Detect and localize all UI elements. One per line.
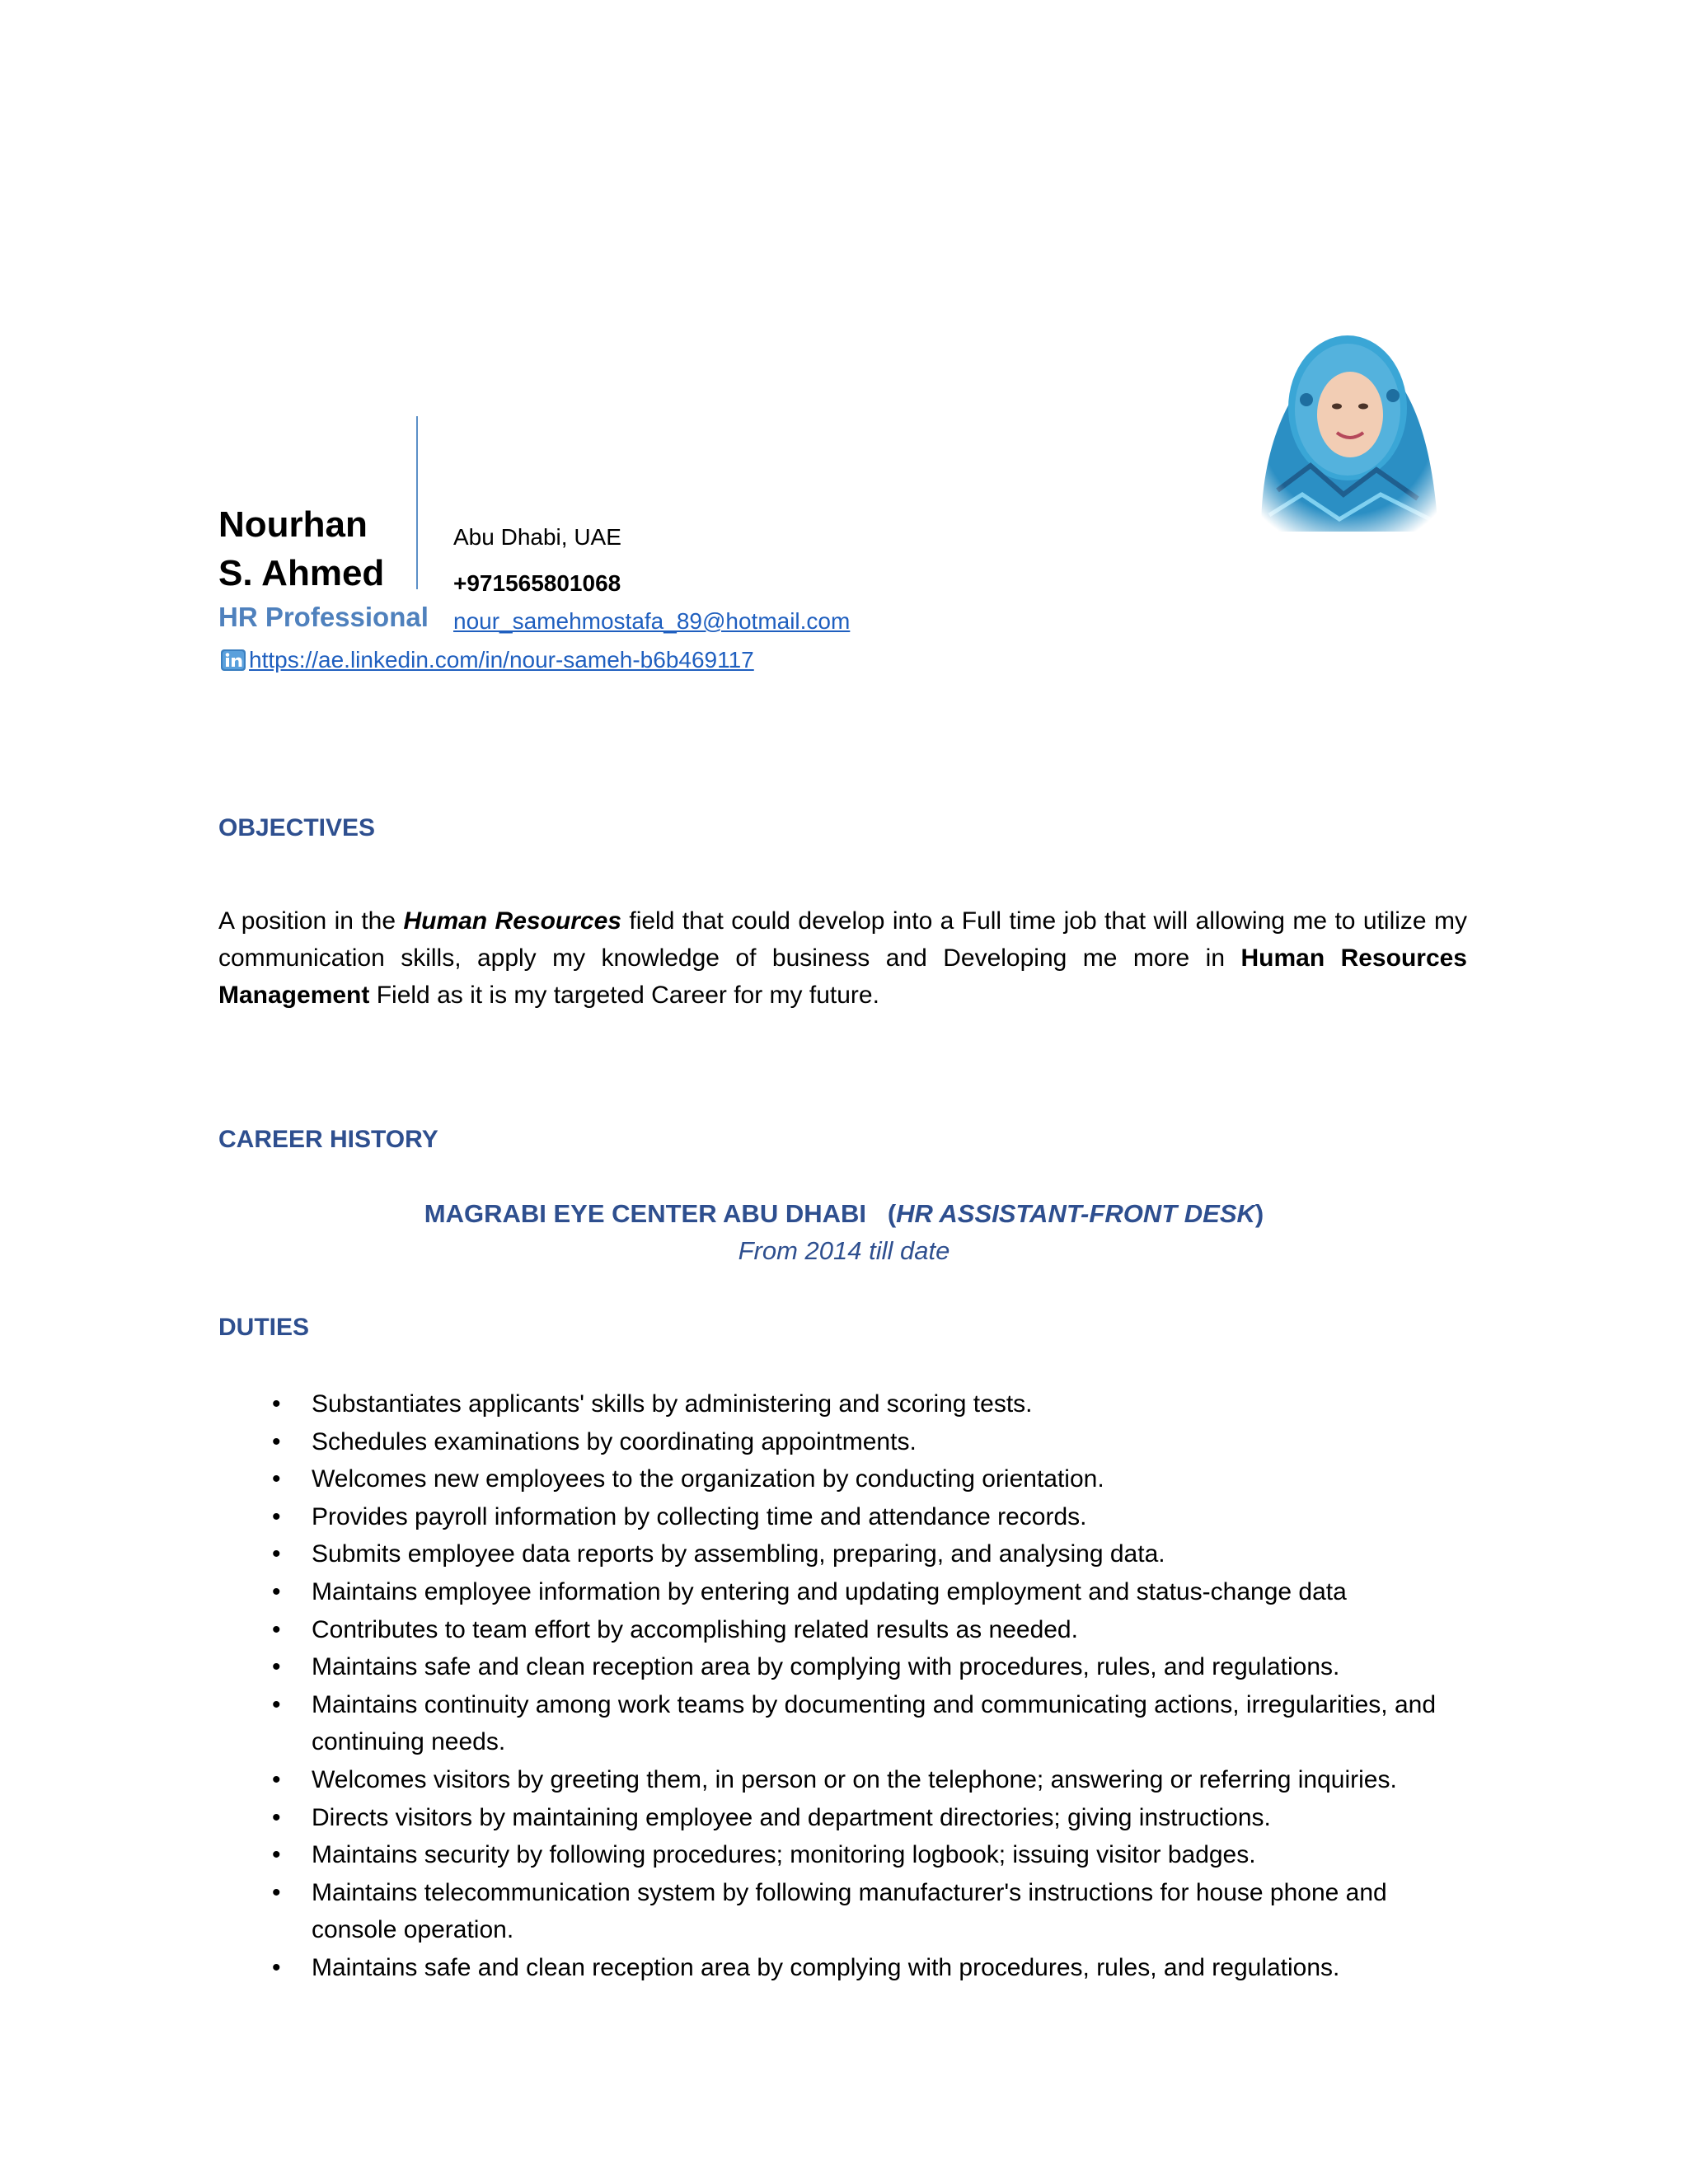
duty-text: Maintains telecommunication system by following manufacturer's instructions for house phone and console operation. (312, 1878, 1387, 1944)
first-name: Nourhan (218, 504, 368, 545)
email-link[interactable]: nour_samehmostafa_89@hotmail.com (453, 608, 851, 634)
duty-item (264, 1385, 1475, 1423)
duty-text: Substantiates applicants' skills by administering and scoring tests. (312, 1390, 1033, 1418)
duty-text: Welcomes visitors by greeting them, in person or on the telephone; answering or referring inquiries. (312, 1765, 1397, 1793)
bullet-icon: • (272, 1615, 281, 1643)
duty-text: Maintains employee information by entering and updating employment and status-change data (312, 1577, 1347, 1605)
bullet-icon: • (272, 1841, 281, 1869)
duty-item (264, 1949, 1475, 1987)
employer-line: MAGRABI EYE CENTER ABU DHABI (HR ASSISTANT-FRONT DESK) (424, 1199, 1264, 1228)
duty-item (264, 1498, 1475, 1536)
duty-item (264, 1460, 1475, 1498)
bullet-icon: • (272, 1390, 281, 1418)
header-divider (416, 416, 418, 589)
bullet-icon: • (272, 1803, 281, 1831)
duty-text: Maintains security by following procedures; monitoring logbook; issuing visitor badges. (312, 1841, 1256, 1869)
linkedin-row[interactable] (221, 647, 754, 673)
profile-photo (1245, 317, 1451, 532)
duty-item (264, 1874, 1475, 1949)
duty-item (264, 1573, 1475, 1611)
bullet-icon: • (272, 1765, 281, 1793)
duty-item (264, 1611, 1475, 1649)
duty-text: Maintains safe and clean reception area by complying with procedures, rules, and regulations. (312, 1653, 1340, 1681)
duty-item (264, 1648, 1475, 1686)
duty-text: Schedules examinations by coordinating appointments. (312, 1427, 917, 1455)
employment-period: From 2014 till date (738, 1236, 950, 1265)
objectives-heading: OBJECTIVES (218, 814, 376, 841)
bullet-icon: • (272, 1953, 281, 1981)
bullet-icon: • (272, 1502, 281, 1530)
duty-item (264, 1686, 1475, 1761)
duty-item (264, 1836, 1475, 1874)
objective-text: A position in the Human Resources field that could develop into a Full time job that will allowing me to utilize my communication skills, apply my knowledge of business and Developing me more in Human Resources Management Field as it is my targeted Career for my future. (218, 907, 1467, 1009)
duties-heading: DUTIES (218, 1314, 310, 1341)
location: Abu Dhabi, UAE (453, 524, 621, 550)
duty-text: Directs visitors by maintaining employee and department directories; giving instructions. (312, 1803, 1271, 1831)
bullet-icon: • (272, 1653, 281, 1681)
career-history-heading: CAREER HISTORY (218, 1126, 438, 1153)
linkedin-link[interactable]: https://ae.linkedin.com/in/nour-sameh-b6b469117 (249, 647, 754, 673)
job-position: HR ASSISTANT-FRONT DESK (896, 1199, 1255, 1228)
duty-item (264, 1535, 1475, 1573)
duty-text: Maintains continuity among work teams by documenting and communicating actions, irregularities, and continuing needs. (312, 1690, 1437, 1756)
duty-text: Welcomes new employees to the organization by conducting orientation. (312, 1465, 1104, 1493)
bullet-icon: • (272, 1690, 281, 1718)
last-name: S. Ahmed (218, 553, 385, 593)
bullet-icon: • (272, 1427, 281, 1455)
duty-item (264, 1423, 1475, 1461)
duties-list (264, 1385, 1475, 1987)
duty-text: Submits employee data reports by assembling, preparing, and analysing data. (312, 1540, 1165, 1568)
duty-text: Contributes to team effort by accomplishing related results as needed. (312, 1615, 1078, 1643)
bullet-icon: • (272, 1577, 281, 1605)
job-title: HR Professional (218, 602, 429, 632)
bullet-icon: • (272, 1540, 281, 1568)
bullet-icon: • (272, 1465, 281, 1493)
duty-text: Maintains safe and clean reception area by complying with procedures, rules, and regulations. (312, 1953, 1340, 1981)
employer-name: MAGRABI EYE CENTER ABU DHABI (424, 1199, 866, 1228)
bullet-icon: • (272, 1878, 281, 1906)
duty-text: Provides payroll information by collecting time and attendance records. (312, 1502, 1087, 1530)
duty-item (264, 1761, 1475, 1799)
duty-item (264, 1799, 1475, 1837)
linkedin-icon (221, 649, 246, 671)
phone: +971565801068 (453, 570, 621, 596)
